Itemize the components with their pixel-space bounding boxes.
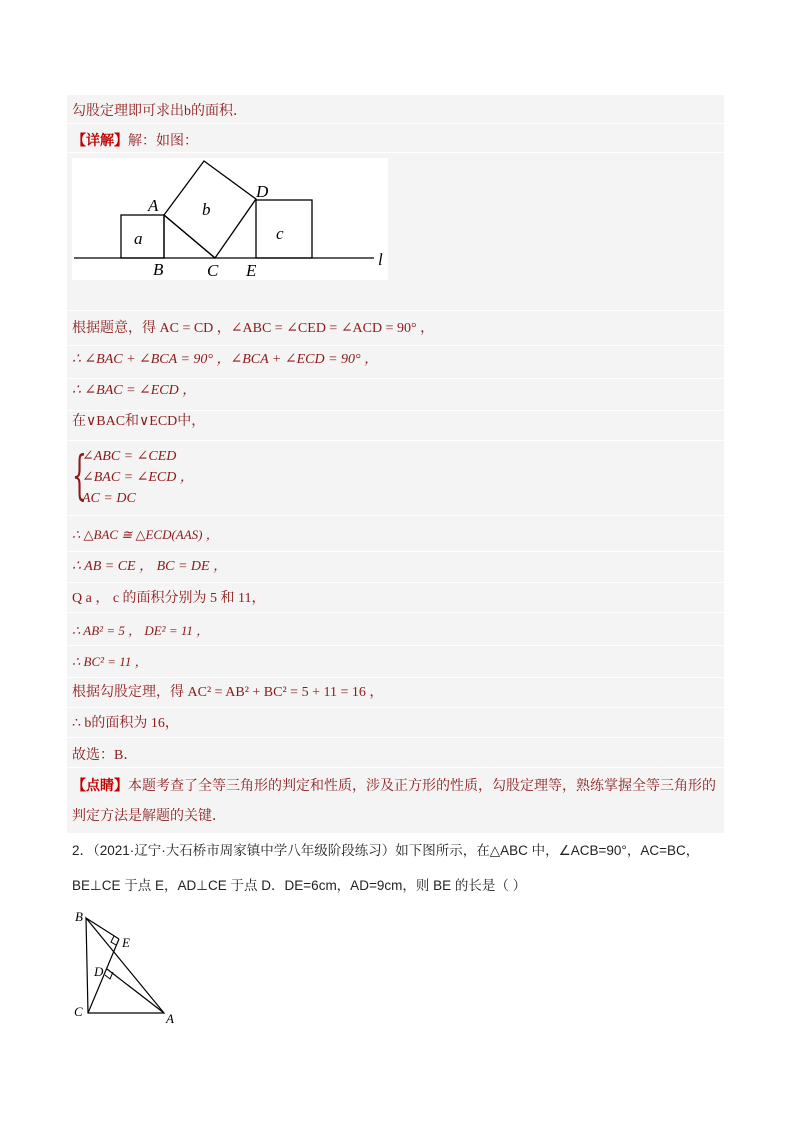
step-10: 根据勾股定理，得 AC² = AB² + BC² = 5 + 11 = 16 ， — [72, 685, 384, 700]
point-E: E — [122, 935, 130, 950]
step-7: Q a ， c 的面积分别为 5 和 11， — [72, 591, 266, 606]
question-line-2: BE⊥CE 于点 E，AD⊥CE 于点 D．DE=6cm，AD=9cm，则 BE 的长是（ ） — [72, 878, 527, 893]
segment-ad — [107, 969, 164, 1013]
detail-tag: 【详解】 — [72, 134, 128, 149]
point-D: D — [256, 182, 269, 201]
segment-be — [86, 918, 119, 939]
figure-triangle-diagram — [70, 905, 190, 1030]
point-C: C — [207, 261, 219, 280]
step-9: ∴ BC² = 11 ， — [72, 654, 148, 669]
step-3: ∴ ∠BAC = ∠ECD ， — [72, 383, 197, 398]
comment-tag: 【点睛】 — [72, 779, 128, 794]
line-label-l: l — [378, 250, 383, 269]
step-11: ∴ b的面积为 16， — [72, 716, 179, 731]
solution-intro: 勾股定理即可求出b的面积． — [72, 104, 247, 119]
label-b: b — [202, 200, 211, 219]
right-angle-e — [111, 936, 116, 945]
system-brace: { — [72, 446, 87, 506]
system-eq-3: AC = DC — [82, 491, 136, 506]
detail-line — [72, 133, 198, 151]
label-c: c — [276, 224, 284, 243]
point-D: D — [94, 964, 104, 979]
detail-text: 解：如图： — [128, 134, 198, 149]
step-4: 在∨BAC和∨ECD中， — [72, 414, 206, 429]
step-12: 故选：B． — [72, 748, 138, 763]
point-A: A — [148, 196, 159, 215]
comment-line-1 — [72, 778, 716, 796]
point-A: A — [166, 1011, 174, 1026]
point-E: E — [246, 261, 257, 280]
system-eq-1: ∠ABC = ∠CED — [82, 449, 177, 464]
label-a: a — [134, 229, 143, 248]
step-6: ∴ AB = CE ， BC = DE ， — [72, 559, 228, 574]
segment-ce — [88, 939, 119, 1013]
comment-line-2: 判定方法是解题的关键． — [72, 809, 226, 824]
figure-squares-diagram — [72, 158, 388, 280]
step-8: ∴ AB² = 5 ， DE² = 11 ， — [72, 623, 210, 638]
point-C: C — [74, 1004, 83, 1019]
comment-text-1: 本题考查了全等三角形的判定和性质，涉及正方形的性质，勾股定理等，熟练掌握全等三角形的 — [128, 779, 716, 794]
point-B: B — [153, 260, 164, 279]
step-5: ∴ △BAC ≅ △ECD(AAS) ， — [72, 527, 219, 542]
point-B: B — [75, 909, 83, 924]
step-2: ∴ ∠BAC + ∠BCA = 90° ，∠BCA + ∠ECD = 90° ， — [72, 352, 379, 367]
question-line-1: 2．（2021·辽宁·大石桥市周家镇中学八年级阶段练习）如下图所示，在△ABC 中，∠ACB=90°，AC=BC， — [72, 843, 700, 858]
step-1: 根据题意，得 AC = CD ，∠ABC = ∠CED = ∠ACD = 90° ， — [72, 321, 435, 336]
system-eq-2: ∠BAC = ∠ECD ， — [82, 470, 194, 485]
